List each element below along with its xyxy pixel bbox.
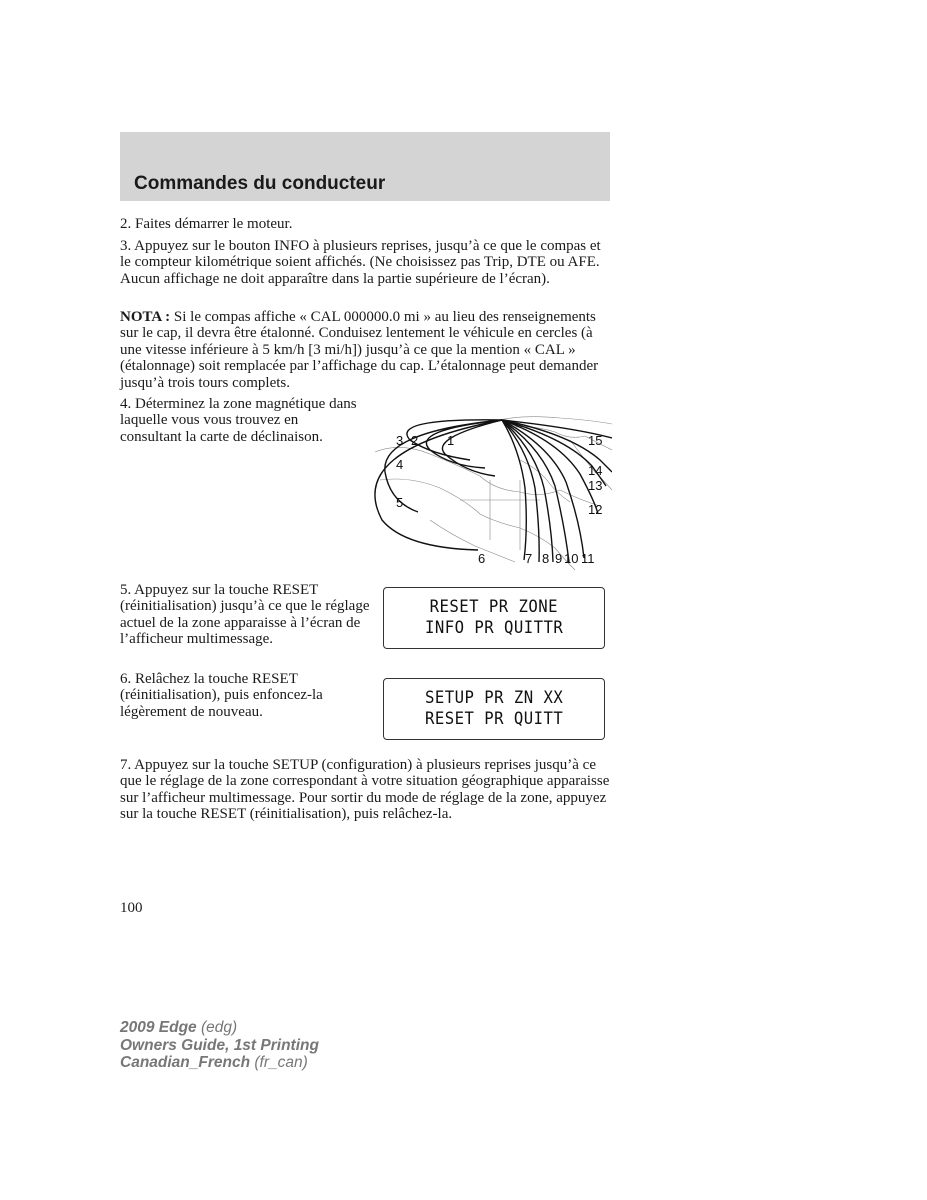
step-4-text: 4. Déterminez la zone magnétique dans laquelle vous vous trouvez en consultant la carte de déclinaison. (120, 396, 357, 445)
step-7-text: 7. Appuyez sur la touche SETUP (configuration) à plusieurs reprises jusqu’à ce que le réglage de la zone correspondant à votre situation géographique apparaisse sur l’afficheur multimessage. Pour sortir du mode de réglage de la zone, appuyez sur la touche RESET (réinitialisation), puis relâchez-la. (120, 757, 610, 823)
step-3-text: 3. Appuyez sur le bouton INFO à plusieurs reprises, jusqu’à ce que le compas et le compteur kilométrique soient affichés. (Ne choisissez pas Trip, DTE ou AFE. Aucun affichage ne doit apparaître dans la partie supérieure de l’écran). (120, 238, 601, 287)
step-2-text: 2. Faites démarrer le moteur. (120, 216, 293, 232)
message-center-display-reset (383, 587, 605, 649)
display-2-line-2: RESET PR QUITT (424, 709, 564, 729)
chapter-title: Commandes du conducteur (134, 173, 386, 194)
footer-edition: Canadian_French (120, 1054, 251, 1071)
nota-label: NOTA : (120, 309, 171, 325)
footer-model: 2009 Edge (120, 1019, 197, 1036)
page-number: 100 (120, 900, 143, 916)
nota-paragraph (120, 309, 612, 391)
nota-text: Si le compas affiche « CAL 000000.0 mi » au lieu des renseignements sur le cap, il devra être étalonné. Conduisez lentement le véhicule en cercles (à une vitesse inférieure à 5 km/h [3 mi/h]) jusqu’à ce que la mention « CAL » (étalonnage) soit remplacée par l’affichage du cap. L’étalonnage peut demander jusqu’à trois tours complets. (120, 309, 599, 391)
zone-label-4: 4 (396, 457, 404, 472)
zone-label-3: 3 (396, 433, 404, 448)
zone-label-13: 13 (588, 478, 603, 493)
zone-label-14: 14 (588, 463, 603, 478)
zone-label-10: 10 (564, 551, 579, 566)
step-6-text: 6. Relâchez la touche RESET (réinitialisation), puis enfoncez-la légèrement de nouveau. (120, 671, 323, 720)
print-footer (120, 1019, 319, 1072)
display-2-line-1: SETUP PR ZN XX (424, 688, 564, 708)
display-float-spacer (120, 724, 384, 757)
step-5-text: 5. Appuyez sur la touche RESET (réinitialisation) jusqu’à ce que le réglage actuel de la zone apparaisse à l’écran de l’afficheur multimessage. (120, 582, 370, 648)
zone-label-2: 2 (411, 433, 419, 448)
footer-model-code: (edg) (201, 1019, 238, 1036)
zone-label-9: 9 (555, 551, 563, 566)
display-1-line-2: INFO PR QUITTR (424, 618, 564, 638)
display-1-line-1: RESET PR ZONE (429, 597, 559, 617)
zone-label-8: 8 (542, 551, 550, 566)
zone-label-15: 15 (588, 433, 603, 448)
step-7-block (120, 724, 612, 823)
zone-label-1: 1 (447, 433, 455, 448)
zone-label-5: 5 (396, 495, 404, 510)
footer-edition-code: (fr_can) (254, 1054, 308, 1071)
zone-label-7: 7 (525, 551, 533, 566)
chapter-header (120, 132, 610, 201)
footer-guide: Owners Guide, 1st Printing (120, 1036, 319, 1054)
declination-zone-map (370, 410, 612, 570)
display-float-gap (384, 724, 612, 757)
zone-label-11: 11 (581, 551, 595, 566)
zone-label-6: 6 (478, 551, 486, 566)
zone-label-12: 12 (588, 502, 603, 517)
